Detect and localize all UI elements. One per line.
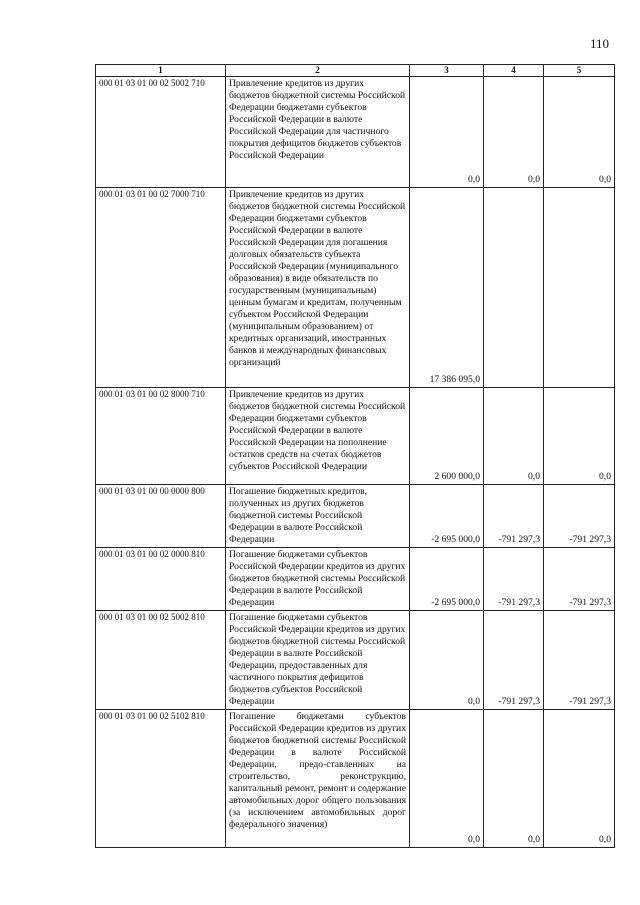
item-name: Погашение бюджетами субъектов Российской Федерации кредитов из других бюджетов бюджетной системы Российской Федерации в валюте Российской Федерации: [226, 548, 410, 611]
amount-col4: 0,0: [484, 710, 544, 848]
amount-col3: 17 386 095,0: [410, 188, 484, 388]
budget-code: 000 01 03 01 00 02 8000 710: [96, 388, 226, 485]
budget-sources-table: [95, 64, 615, 848]
budget-code: 000 01 03 01 00 02 5002 710: [96, 77, 226, 188]
amount-col3: 0,0: [410, 611, 484, 710]
amount-col4: -791 297,3: [484, 485, 544, 548]
budget-code: 000 01 03 01 00 02 5102 810: [96, 710, 226, 848]
budget-code: 000 01 03 01 00 00 0000 800: [96, 485, 226, 548]
table-row: [96, 548, 615, 611]
table-row: [96, 710, 615, 848]
amount-col5: -791 297,3: [544, 485, 615, 548]
amount-col5: [544, 188, 615, 388]
amount-col3: 0,0: [410, 77, 484, 188]
amount-col4: -791 297,3: [484, 611, 544, 710]
page-number: 110: [590, 36, 610, 51]
amount-col3: 0,0: [410, 710, 484, 848]
table-row: [96, 388, 615, 485]
item-name: Привлечение кредитов из других бюджетов бюджетной системы Российской Федерации бюджетами субъектов Российской Федерации в валюте Российской Федерации для частичного покрытия дефицитов бюджетов субъектов Российской Федерации: [226, 77, 410, 188]
amount-col4: -791 297,3: [484, 548, 544, 611]
budget-code: 000 01 03 01 00 02 7000 710: [96, 188, 226, 388]
budget-code: 000 01 03 01 00 02 0000 810: [96, 548, 226, 611]
column-header-4: 4: [484, 65, 544, 77]
item-name: Погашение бюджетных кредитов, полученных из других бюджетов бюджетной системы Российской Федерации в валюте Российской Федерации: [226, 485, 410, 548]
column-header-3: 3: [410, 65, 484, 77]
amount-col5: 0,0: [544, 710, 615, 848]
amount-col5: -791 297,3: [544, 548, 615, 611]
item-name: Погашение бюджетами субъектов Российской Федерации кредитов из других бюджетов бюджетной системы Российской Федерации в валюте Российской Федерации, предоставленных для частичного покрытия дефицитов бюджетов субъектов Российской Федерации: [226, 611, 410, 710]
amount-col3: 2 600 000,0: [410, 388, 484, 485]
amount-col5: 0,0: [544, 77, 615, 188]
amount-col5: 0,0: [544, 388, 615, 485]
table-row: [96, 77, 615, 188]
column-header-1: 1: [96, 65, 226, 77]
item-name: Погашение бюджетами субъектов Российской Федерации кредитов из других бюджетов бюджетной системы Российской Федерации в валюте Российской Федерации, предо-ставленных на строительство, реконструкцию, капитальный ремонт, ремонт и содержание автомобильных дорог общего пользования (за исключением автомобильных дорог федерального значения): [226, 710, 410, 848]
amount-col3: -2 695 000,0: [410, 485, 484, 548]
amount-col4: 0,0: [484, 388, 544, 485]
table-row: [96, 611, 615, 710]
column-header-5: 5: [544, 65, 615, 77]
amount-col3: -2 695 000,0: [410, 548, 484, 611]
budget-code: 000 01 03 01 00 02 5002 810: [96, 611, 226, 710]
item-name: Привлечение кредитов из других бюджетов бюджетной системы Российской Федерации бюджетами субъектов Российской Федерации в валюте Российской Федерации для погашения долговых обязательств субъекта Российской Федерации (муниципального образования) в виде обязательств по государственным (муниципальным) ценным бумагам и кредитам, полученным субъектом Российской Федерации (муниципальным образованием) от кредитных организаций, иностранных банков и международных финансовых организаций: [226, 188, 410, 388]
amount-col5: -791 297,3: [544, 611, 615, 710]
item-name: Привлечение кредитов из других бюджетов бюджетной системы Российской Федерации бюджетами субъектов Российской Федерации в валюте Российской Федерации на пополнение остатков средств на счетах бюджетов субъектов Российской Федерации: [226, 388, 410, 485]
amount-col4: 0,0: [484, 77, 544, 188]
table-row: [96, 485, 615, 548]
table-header-row: [96, 65, 615, 77]
amount-col4: [484, 188, 544, 388]
column-header-2: 2: [226, 65, 410, 77]
table-row: [96, 188, 615, 388]
